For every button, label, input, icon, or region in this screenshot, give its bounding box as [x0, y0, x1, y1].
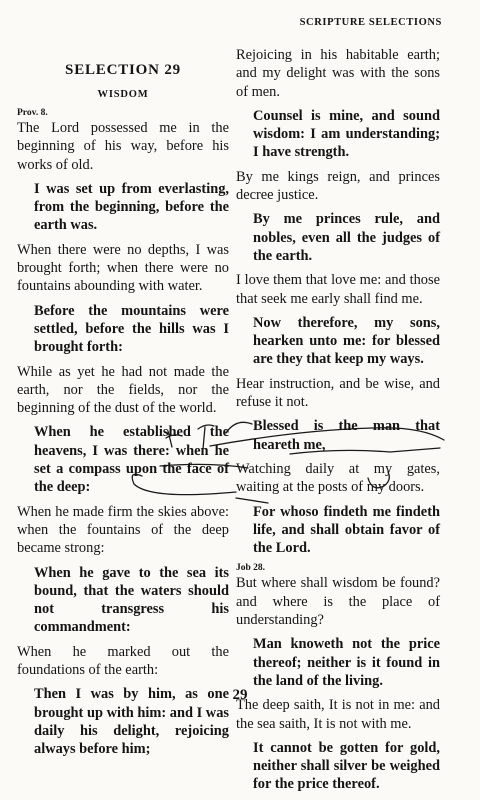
- response-verse: I was set up from everlasting, from the beginning, before the earth was.: [34, 180, 229, 234]
- left-column: [17, 46, 229, 765]
- response-verse: When he gave to the sea its bound, that the waters should not transgress his commandment:: [34, 564, 229, 636]
- leader-verse: By me kings reign, and princes decree justice.: [236, 168, 440, 204]
- leader-verse: When he marked out the foundations of the earth:: [17, 643, 229, 679]
- leader-verse: Hear instruction, and be wise, and refuse it not.: [236, 375, 440, 411]
- response-verse: Blessed is the man that heareth me,: [253, 418, 440, 453]
- leader-verse: The Lord possessed me in the beginning of his way, before his works of old.: [17, 120, 229, 173]
- response-verse: Before the mountains were settled, before the hills was I brought forth:: [34, 302, 229, 356]
- page-number: 29: [232, 687, 248, 703]
- response-verse: Counsel is mine, and sound wisdom: I am understanding; I have strength.: [253, 107, 440, 161]
- response-verse: Then I was by him, as one brought up with him: and I was daily his delight, rejoicing always before him;: [34, 686, 229, 758]
- leader-verse: Watching daily at my gates, waiting at the posts of my doors.: [236, 460, 440, 496]
- leader-verse: While as yet he had not made the earth, nor the fields, nor the beginning of the dust of the world.: [17, 363, 229, 417]
- right-column-body: [236, 46, 440, 794]
- response-verse: Man knoweth not the price thereof; neither is it found in the land of the living.: [253, 636, 440, 689]
- leader-verse: When there were no depths, I was brought forth; when there were no fountains abounding with water.: [17, 241, 229, 295]
- leader-verse: But where shall wisdom be found? and where is the place of understanding?: [236, 575, 440, 629]
- response-verse: When he established the heavens, I was there: when he set a compass upon the face of the deep:: [34, 424, 229, 496]
- response-verse: Now therefore, my sons, hearken unto me: for blessed are they that keep my ways.: [253, 314, 440, 368]
- response-verse: It cannot be gotten for gold, neither shall silver be weighed for the price thereof.: [253, 739, 440, 793]
- running-head: SCRIPTURE SELECTIONS: [299, 17, 442, 28]
- selection-subtitle: WISDOM: [97, 89, 149, 100]
- selection-title: SELECTION 29: [65, 62, 181, 78]
- leader-verse: I love them that love me: and those that seek me early shall find me.: [236, 272, 440, 307]
- leader-verse: Rejoicing in his habitable earth; and my delight was with the sons of men.: [236, 47, 440, 100]
- leader-verse: When he made firm the skies above: when the fountains of the deep became strong:: [17, 503, 229, 557]
- scripture-reference: Prov. 8.: [17, 108, 48, 118]
- left-column-body: [17, 108, 229, 759]
- response-verse: By me princes rule, and nobles, even all the judges of the earth.: [253, 211, 440, 264]
- leader-verse: The deep saith, It is not in me: and the sea saith, It is not with me.: [236, 697, 440, 732]
- response-verse: For whoso findeth me findeth life, and shall obtain favor of the Lord.: [253, 503, 440, 557]
- scripture-reference: Job 28.: [236, 563, 266, 574]
